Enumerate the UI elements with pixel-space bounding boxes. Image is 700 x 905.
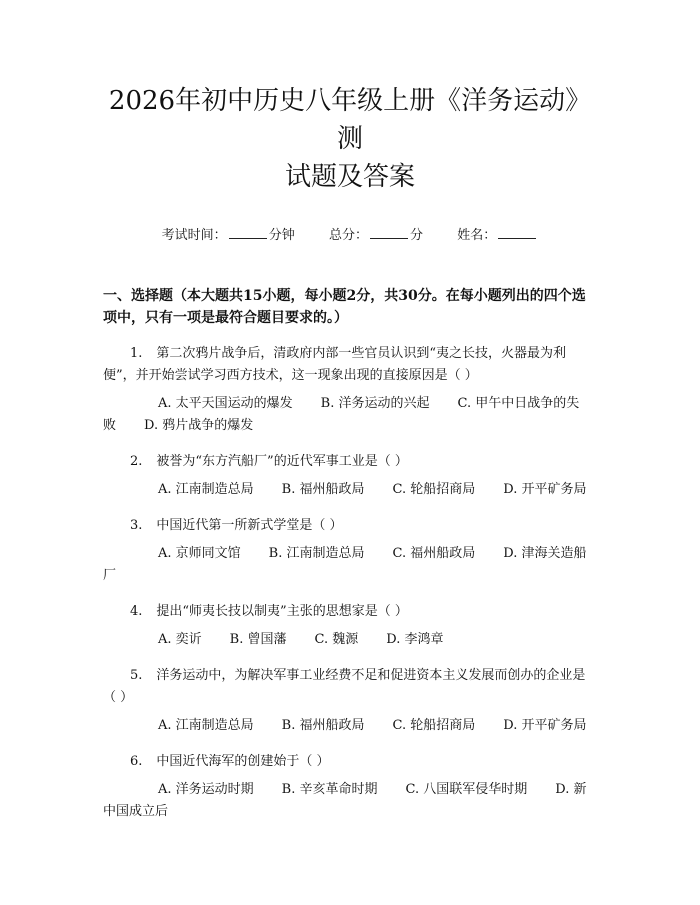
section-title: 一、选择题（本大题共15小题，每小题2分，共30分。在每小题列出的四个选项中，只有一项是最符合题目要求的。） — [103, 288, 586, 326]
question-stem — [103, 451, 597, 473]
option-b: B. 福州船政局 — [281, 482, 365, 497]
option-d: D. 开平矿务局 — [503, 718, 587, 733]
time-unit: 分钟 — [268, 228, 295, 243]
option-a: A. 江南制造总局 — [158, 718, 254, 733]
question-stem — [103, 751, 597, 773]
option-list — [103, 543, 597, 587]
option-list — [103, 779, 597, 823]
question-6 — [103, 751, 597, 823]
name-label: 姓名： — [457, 228, 497, 243]
time-label: 考试时间： — [161, 228, 227, 243]
question-number: 2. — [130, 454, 143, 469]
question-number: 3. — [130, 518, 143, 533]
question-stem — [103, 665, 597, 709]
option-d: D. 新中国成立后 — [103, 782, 587, 819]
option-a: A. 太平天国运动的爆发 — [158, 396, 293, 411]
option-b: B. 福州船政局 — [281, 718, 365, 733]
page-title — [103, 0, 597, 196]
question-text: 洋务运动中，为解决军事工业经费不足和促进资本主义发展而创办的企业是（ ） — [103, 668, 586, 705]
question-3 — [103, 515, 597, 587]
question-text: 第二次鸦片战争后，清政府内部一些官员认识到“夷之长技，火器最为利便”，并开始尝试学习西方技术，这一现象出现的直接原因是（ ） — [103, 346, 567, 383]
option-list — [103, 629, 597, 651]
option-a: A. 奕䜣 — [158, 632, 202, 647]
question-5 — [103, 665, 597, 737]
option-b: B. 辛亥革命时期 — [281, 782, 378, 797]
question-1 — [103, 343, 597, 437]
option-list — [103, 479, 597, 501]
option-list — [103, 393, 597, 437]
question-number: 6. — [130, 754, 143, 769]
title-line-1: 2026年初中历史八年级上册《洋务运动》测 — [108, 86, 592, 154]
option-c: C. 轮船招商局 — [392, 482, 476, 497]
name-blank — [498, 226, 536, 239]
option-a: A. 京师同文馆 — [158, 546, 241, 561]
question-text: 中国近代第一所新式学堂是（ ） — [156, 518, 343, 533]
option-d: D. 开平矿务局 — [503, 482, 587, 497]
question-stem — [103, 601, 597, 623]
option-b: B. 江南制造总局 — [268, 546, 365, 561]
question-text: 中国近代海军的创建始于（ ） — [156, 754, 330, 769]
question-text: 提出“师夷长技以制夷”主张的思想家是（ ） — [156, 604, 408, 619]
time-blank — [229, 226, 267, 239]
question-2 — [103, 451, 597, 501]
option-d: D. 李鸿章 — [386, 632, 444, 647]
option-b: B. 洋务运动的兴起 — [320, 396, 430, 411]
option-b: B. 曾国藩 — [229, 632, 287, 647]
option-c: C. 福州船政局 — [392, 546, 476, 561]
option-a: A. 江南制造总局 — [158, 482, 254, 497]
option-c: C. 甲午中日战争的失败 — [103, 396, 580, 433]
question-stem — [103, 343, 597, 387]
option-d: D. 鸦片战争的爆发 — [144, 418, 254, 433]
question-4 — [103, 601, 597, 651]
question-text: 被誉为“东方汽船厂”的近代军事工业是（ ） — [156, 454, 408, 469]
option-list — [103, 715, 597, 737]
option-c: C. 八国联军侵华时期 — [405, 782, 528, 797]
option-d: D. 津海关造船厂 — [103, 546, 587, 583]
title-line-2: 试题及答案 — [284, 162, 415, 192]
option-c: C. 魏源 — [314, 632, 359, 647]
question-number: 1. — [130, 346, 143, 361]
option-a: A. 洋务运动时期 — [158, 782, 254, 797]
question-number: 4. — [130, 604, 143, 619]
question-number: 5. — [130, 668, 143, 683]
score-unit: 分 — [410, 228, 424, 243]
score-label: 总分： — [328, 228, 368, 243]
option-c: C. 轮船招商局 — [392, 718, 476, 733]
question-list — [103, 343, 597, 823]
score-blank — [370, 226, 408, 239]
exam-info — [103, 224, 597, 243]
question-stem — [103, 515, 597, 537]
